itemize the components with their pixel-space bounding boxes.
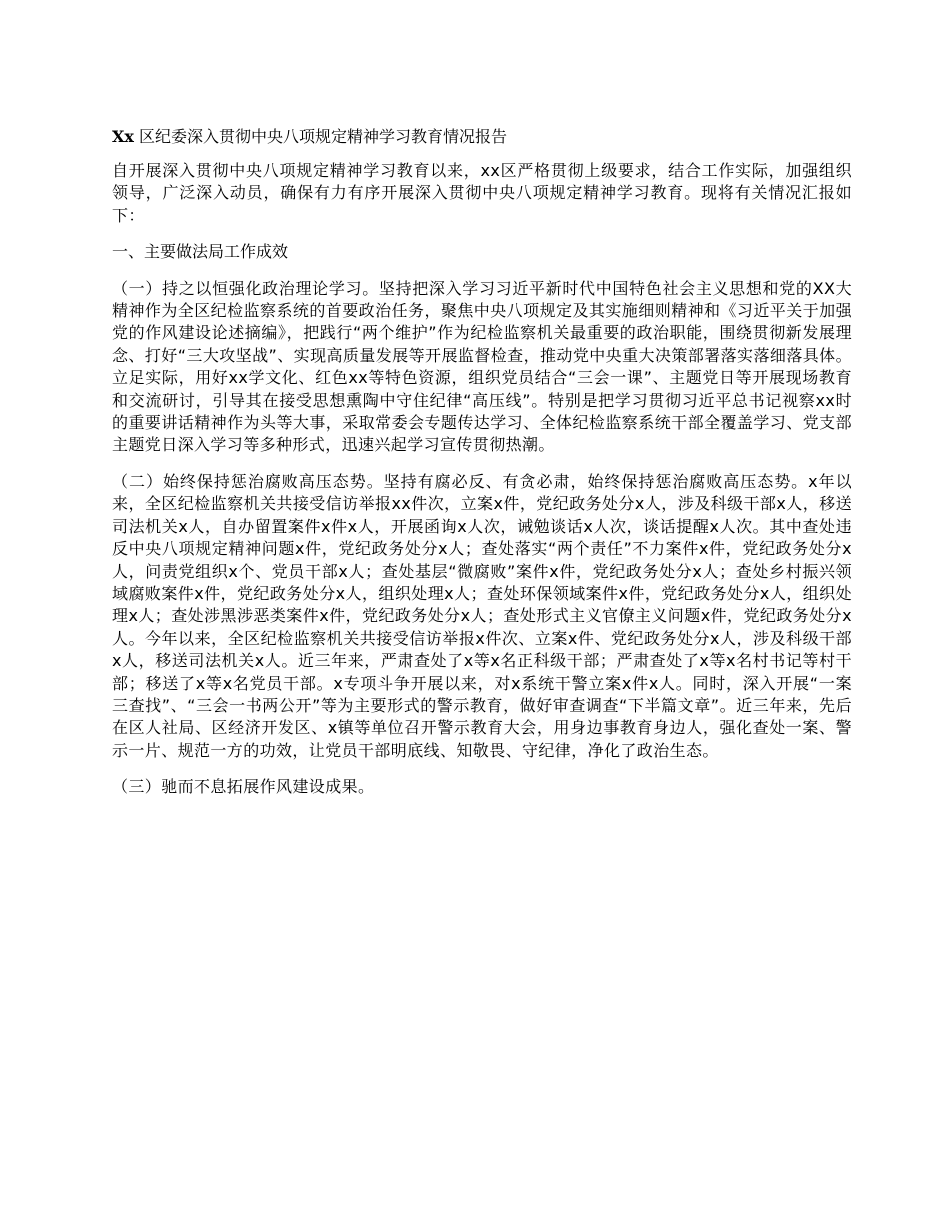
intro-paragraph: 自开展深入贯彻中央八项规定精神学习教育以来，xx区严格贯彻上级要求，结合工作实际，加强组织领导，广泛深入动员，确保有力有序开展深入贯彻中央八项规定精神学习教育。现将有关情况汇报如下： — [112, 161, 852, 225]
paragraph-theory-study: （一）持之以恒强化政治理论学习。坚持把深入学习习近平新时代中国特色社会主义思想和党的XX大精神作为全区纪检监察系统的首要政治任务，聚焦中央八项规定及其实施细则精神和《习近平关于加强党的作风建设论述摘编》，把践行“两个维护”作为纪检监察机关最重要的政治职能，围绕贯彻新发展理念、打好“三大攻坚战”、实现高质量发展等开展监督检查，推动党中央重大决策部署落实落细落具体。立足实际，用好xx学文化、红色xx等特色资源，组织党员结合“三会一课”、主题党日等开展现场教育和交流研讨，引导其在接受思想熏陶中守住纪律“高压线”。特别是把学习贯彻习近平总书记视察xx时的重要讲话精神作为头等大事，采取常委会专题传达学习、全体纪检监察系统干部全覆盖学习、党支部主题党日深入学习等多种形式，迅速兴起学习宣传贯彻热潮。 — [112, 278, 852, 455]
paragraph-anti-corruption: （二）始终保持惩治腐败高压态势。坚持有腐必反、有贪必肃，始终保持惩治腐败高压态势。x年以来，全区纪检监察机关共接受信访举报xx件次，立案x件，党纪政务处分x人，涉及科级干部x人，移送司法机关x人，自办留置案件x件x人，开展函询x人次，诫勉谈话x人次，谈话提醒x人次。其中查处违反中央八项规定精神问题x件，党纪政务处分x人；查处落实“两个责任”不力案件x件，党纪政务处分x人，问责党组织x个、党员干部x人；查处基层“微腐败”案件x件，党纪政务处分x人；查处乡村振兴领域腐败案件x件，党纪政务处分x人，组织处理x人；查处环保领域案件x件，党纪政务处分x人，组织处理x人；查处涉黑涉恶类案件x件，党纪政务处分x人；查处形式主义官僚主义问题x件，党纪政务处分x人。今年以来，全区纪检监察机关共接受信访举报x件次、立案x件、党纪政务处分x人，涉及科级干部x人，移送司法机关x人。近三年来，严肃查处了x等x名正科级干部；严肃查处了x等x名村书记等村干部；移送了x等x名党员干部。x专项斗争开展以来，对x系统干警立案x件x人。同时，深入开展“一案三查找”、“三会一书两公开”等为主要形式的警示教育，做好审查调查“下半篇文章”。近三年来，先后在区人社局、区经济开发区、x镇等单位召开警示教育大会，用身边事教育身边人，强化查处一案、警示一片、规范一方的功效，让党员干部明底线、知敬畏、守纪律，净化了政治生态。 — [112, 471, 852, 760]
document-title — [112, 124, 852, 150]
document-page — [112, 124, 852, 813]
section-heading: 一、主要做法局工作成效 — [112, 242, 289, 262]
document-title-prefix: Xx — [112, 127, 134, 146]
document-title-rest: 区纪委深入贯彻中央八项规定精神学习教育情况报告 — [133, 127, 508, 146]
paragraph-work-style: （三）驰而不息拓展作风建设成果。 — [112, 777, 375, 797]
